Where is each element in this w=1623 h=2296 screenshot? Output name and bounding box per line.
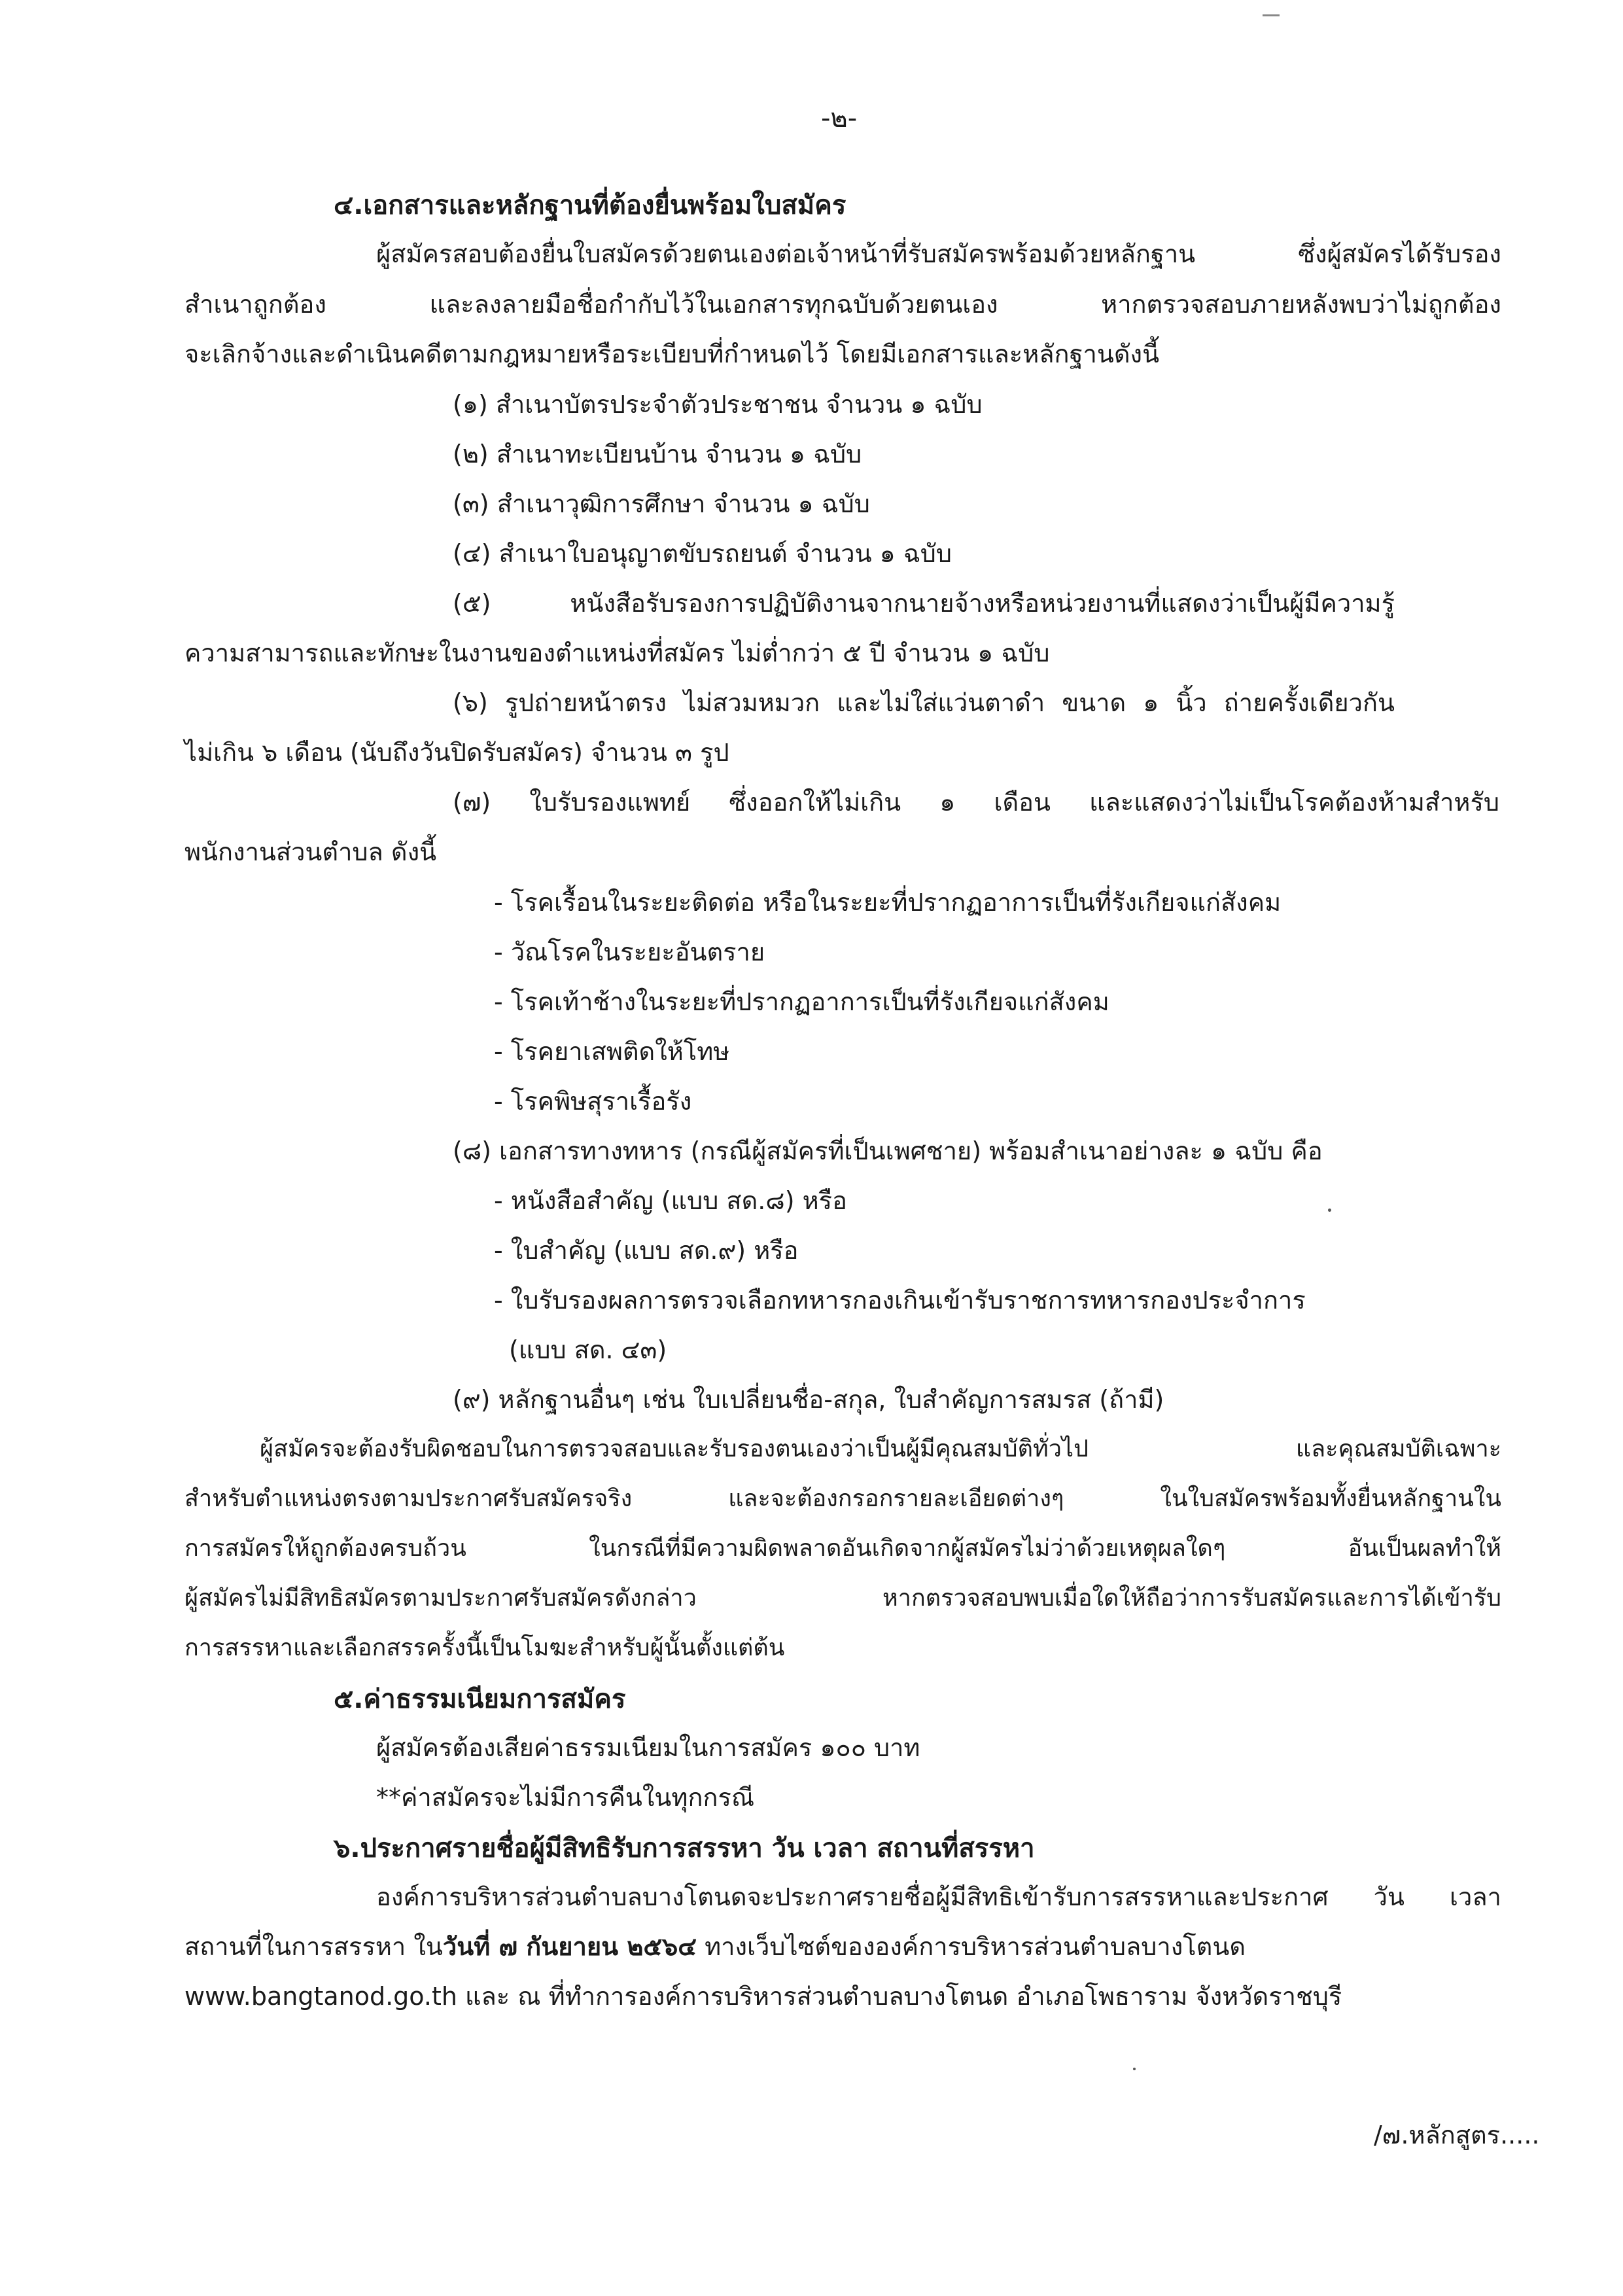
- disease-item-2: - วัณโรคในระยะอันตราย: [494, 938, 765, 966]
- responsibility-line-1: ผู้สมัครจะต้องรับผิดชอบในการตรวจสอบและรับรองตนเองว่าเป็นผู้มีคุณสมบัติทั่วไป และคุณสมบัติเฉพาะ: [260, 1436, 1501, 1462]
- document-item-6-cont: ไม่เกิน ๖ เดือน (นับถึงวันปิดรับสมัคร) จำนวน ๓ รูป: [184, 738, 729, 767]
- scan-speck: [1328, 1209, 1331, 1212]
- military-doc-2: - ใบสำคัญ (แบบ สด.๙) หรือ: [494, 1236, 799, 1265]
- section-6-line-2: [184, 1932, 1246, 1962]
- responsibility-line-2: สำหรับตำแหน่งตรงตามประกาศรับสมัครจริง และจะต้องกรอกรายละเอียดต่างๆ ในใบสมัครพร้อมทั้งยื่นหลักฐานใน: [184, 1485, 1501, 1512]
- disease-item-5: - โรคพิษสุราเรื้อรัง: [494, 1087, 692, 1116]
- page-number: -๒-: [821, 103, 858, 133]
- no-refund-note: **ค่าสมัครจะไม่มีการคืนในทุกกรณี: [376, 1783, 755, 1812]
- application-fee: ผู้สมัครต้องเสียค่าธรรมเนียมในการสมัคร ๑๐๐ บาท: [376, 1733, 920, 1762]
- document-item-7: (๗) ใบรับรองแพทย์ ซึ่งออกให้ไม่เกิน ๑ เดือน และแสดงว่าไม่เป็นโรคต้องห้ามสำหรับ: [453, 788, 1499, 817]
- section-6-line-2-post: ทางเว็บไซต์ขององค์การบริหารส่วนตำบลบางโตนด: [697, 1932, 1246, 1961]
- section-6-line-2-pre: สถานที่ในการสรรหา ใน: [184, 1932, 443, 1961]
- military-doc-3-cont: (แบบ สด. ๔๓): [509, 1335, 667, 1364]
- disease-item-3: - โรคเท้าช้างในระยะที่ปรากฏอาการเป็นที่รังเกียจแก่สังคม: [494, 987, 1109, 1016]
- document-item-8: (๘) เอกสารทางทหาร (กรณีผู้สมัครที่เป็นเพศชาย) พร้อมสำเนาอย่างละ ๑ ฉบับ คือ: [453, 1137, 1323, 1165]
- document-item-1: (๑) สำเนาบัตรประจำตัวประชาชน จำนวน ๑ ฉบับ: [453, 390, 983, 419]
- section-6-line-3: www.bangtanod.go.th และ ณ ที่ทำการองค์การบริหารส่วนตำบลบางโตนด อำเภอโพธาราม จังหวัดราชบุรี: [184, 1982, 1342, 2011]
- scan-mark: [1263, 14, 1280, 16]
- section-4-intro-line-1: ผู้สมัครสอบต้องยื่นใบสมัครด้วยตนเองต่อเจ้าหน้าที่รับสมัครพร้อมด้วยหลักฐาน ซึ่งผู้สมัครได้รับรอง: [376, 239, 1501, 268]
- disease-item-1: - โรคเรื้อนในระยะติดต่อ หรือในระยะที่ปรากฏอาการเป็นที่รังเกียจแก่สังคม: [494, 888, 1282, 917]
- document-item-3: (๓) สำเนาวุฒิการศึกษา จำนวน ๑ ฉบับ: [453, 489, 870, 518]
- section-5-heading: ๕.ค่าธรรมเนียมการสมัคร: [334, 1684, 626, 1714]
- document-item-7-cont: พนักงานส่วนตำบล ดังนี้: [184, 838, 437, 866]
- document-item-5: (๕) หนังสือรับรองการปฏิบัติงานจากนายจ้างหรือหน่วยงานที่แสดงว่าเป็นผู้มีความรู้: [453, 589, 1395, 618]
- document-item-4: (๔) สำเนาใบอนุญาตขับรถยนต์ จำนวน ๑ ฉบับ: [453, 539, 952, 568]
- section-4-heading: ๔.เอกสารและหลักฐานที่ต้องยื่นพร้อมใบสมัคร: [334, 190, 846, 221]
- document-item-2: (๒) สำเนาทะเบียนบ้าน จำนวน ๑ ฉบับ: [453, 440, 862, 468]
- next-page-reference: /๗.หลักสูตร.....: [1374, 2121, 1540, 2149]
- section-4-intro-line-2: สำเนาถูกต้อง และลงลายมือชื่อกำกับไว้ในเอกสารทุกฉบับด้วยตนเอง หากตรวจสอบภายหลังพบว่าไม่ถูกต้อง: [184, 290, 1501, 319]
- section-6-heading: ๖.ประกาศรายชื่อผู้มีสิทธิรับการสรรหา วัน เวลา สถานที่สรรหา: [334, 1833, 1035, 1863]
- document-item-9: (๙) หลักฐานอื่นๆ เช่น ใบเปลี่ยนชื่อ-สกุล, ใบสำคัญการสมรส (ถ้ามี): [453, 1385, 1164, 1414]
- military-doc-1: - หนังสือสำคัญ (แบบ สด.๘) หรือ: [494, 1186, 847, 1215]
- scan-speck: [1133, 2068, 1136, 2070]
- responsibility-line-4: ผู้สมัครไม่มีสิทธิสมัครตามประกาศรับสมัครดังกล่าว หากตรวจสอบพบเมื่อใดให้ถือว่าการรับสมัครและการได้เข้ารับ: [184, 1585, 1501, 1612]
- announcement-date: วันที่ ๗ กันยายน ๒๕๖๔: [442, 1932, 697, 1961]
- military-doc-3: - ใบรับรองผลการตรวจเลือกทหารกองเกินเข้ารับราชการทหารกองประจำการ: [494, 1286, 1306, 1315]
- disease-item-4: - โรคยาเสพติดให้โทษ: [494, 1037, 730, 1066]
- document-item-5-cont: ความสามารถและทักษะในงานของตำแหน่งที่สมัคร ไม่ต่ำกว่า ๕ ปี จำนวน ๑ ฉบับ: [184, 639, 1050, 667]
- section-6-line-1: องค์การบริหารส่วนตำบลบางโตนดจะประกาศรายชื่อผู้มีสิทธิเข้ารับการสรรหาและประกาศ วัน เวลา: [376, 1882, 1501, 1911]
- responsibility-line-3: การสมัครให้ถูกต้องครบถ้วน ในกรณีที่มีความผิดพลาดอันเกิดจากผู้สมัครไม่ว่าด้วยเหตุผลใดๆ อันเป็นผลทำให้: [184, 1535, 1501, 1562]
- document-item-6: (๖) รูปถ่ายหน้าตรง ไม่สวมหมวก และไม่ใส่แว่นตาดำ ขนาด ๑ นิ้ว ถ่ายครั้งเดียวกัน: [453, 688, 1395, 717]
- responsibility-line-5: การสรรหาและเลือกสรรครั้งนี้เป็นโมฆะสำหรับผู้นั้นตั้งแต่ต้น: [184, 1634, 785, 1661]
- section-4-intro-line-3: จะเลิกจ้างและดำเนินคดีตามกฎหมายหรือระเบียบที่กำหนดไว้ โดยมีเอกสารและหลักฐานดังนี้: [184, 340, 1160, 368]
